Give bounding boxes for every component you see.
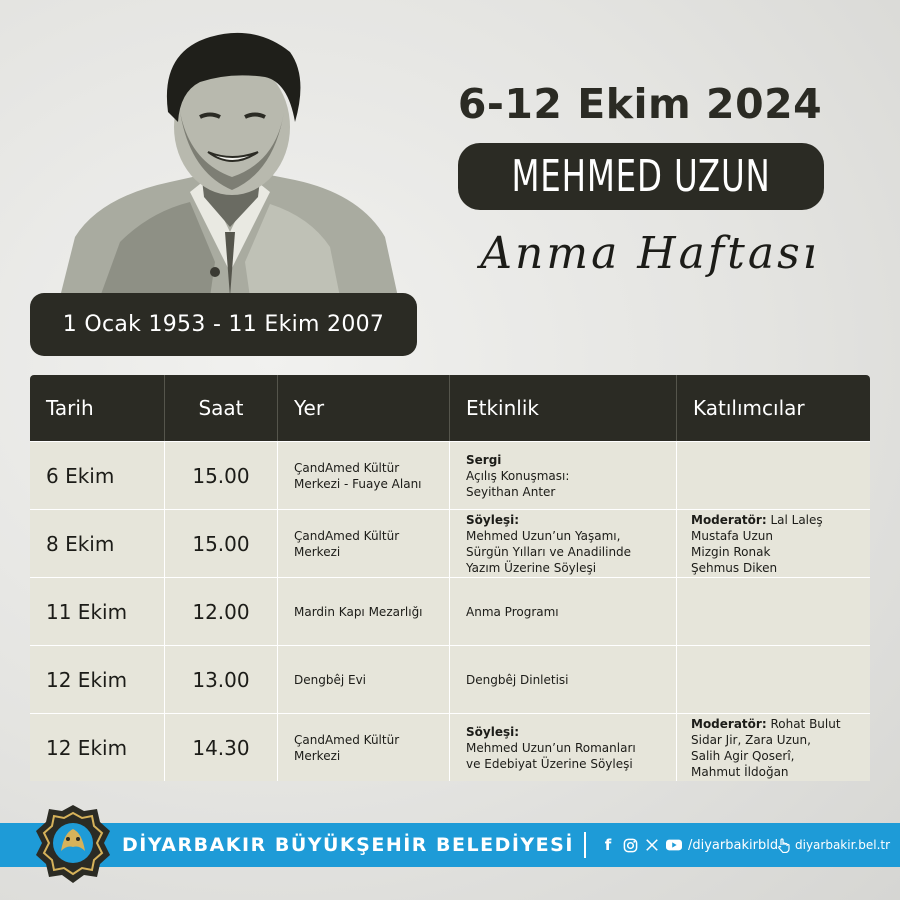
event-title: Sergi (466, 452, 502, 467)
municipality-logo-icon (34, 803, 112, 885)
facebook-icon[interactable]: f (604, 836, 612, 854)
cell-date: 8 Ekim (30, 510, 165, 577)
cell-place (278, 714, 450, 781)
website[interactable]: diyarbakir.bel.tr (795, 838, 891, 852)
cell-time: 15.00 (165, 510, 278, 577)
place-line: Merkezi - Fuaye Alanı (294, 476, 422, 491)
col-header-participants: Katılımcılar (693, 396, 805, 420)
moderator-name: Lal Laleş (766, 512, 823, 527)
cell-place (278, 510, 450, 577)
table-row (30, 577, 870, 645)
x-icon[interactable] (644, 837, 660, 853)
table-row (30, 713, 870, 781)
life-dates-pill (30, 293, 417, 356)
cell-participants (677, 442, 870, 509)
place-line: ÇandAmed Kültür (294, 460, 400, 475)
place-line: ÇandAmed Kültür (294, 528, 400, 543)
cell-time: 14.30 (165, 714, 278, 781)
place-line: Dengbêj Evi (294, 672, 367, 687)
event-line: Seyithan Anter (466, 484, 556, 499)
place-line: Merkezi (294, 544, 341, 559)
instagram-icon[interactable] (622, 837, 638, 853)
honoree-name: MEHMED UZUN (511, 151, 771, 202)
event-title: Söyleşi: (466, 724, 520, 739)
event-line: ve Edebiyat Üzerine Söyleşi (466, 756, 633, 771)
cell-event (450, 714, 677, 781)
col-header-date: Tarih (30, 375, 165, 441)
hand-pointer-icon (775, 837, 791, 853)
cell-date: 12 Ekim (30, 646, 165, 713)
cell-event (450, 442, 677, 509)
table-row (30, 441, 870, 509)
portrait-illustration (40, 22, 400, 297)
cell-time: 12.00 (165, 578, 278, 645)
cell-event (450, 510, 677, 577)
participant: Mizgin Ronak (691, 544, 771, 559)
cell-date: 6 Ekim (30, 442, 165, 509)
event-dates: 6-12 Ekim 2024 (457, 80, 823, 128)
life-dates: 1 Ocak 1953 - 11 Ekim 2007 (62, 312, 385, 337)
participant: Mustafa Uzun (691, 528, 773, 543)
website-link[interactable] (775, 823, 890, 867)
event-line: Açılış Konuşması: (466, 468, 570, 483)
participant: Mahmut İldoğan (691, 764, 789, 779)
event-line: Mehmed Uzun’un Romanları (466, 740, 636, 755)
moderator-line (691, 512, 823, 528)
footer-bar (0, 823, 900, 867)
event-line: Yazım Üzerine Söyleşi (466, 560, 597, 575)
event-line: Mehmed Uzun’un Yaşamı, (466, 528, 621, 543)
cell-participants (677, 714, 870, 781)
table-row (30, 509, 870, 577)
participant: Sidar Jir, Zara Uzun, (691, 732, 811, 747)
cell-participants (677, 578, 870, 645)
col-header-event: Etkinlik (450, 375, 677, 441)
col-header-place: Yer (278, 375, 450, 441)
moderator-line (691, 716, 841, 732)
cell-time: 13.00 (165, 646, 278, 713)
cell-place (278, 578, 450, 645)
subtitle-script: Anma Haftası (480, 228, 820, 279)
place-line: ÇandAmed Kültür (294, 732, 400, 747)
cell-date: 11 Ekim (30, 578, 165, 645)
program-table (30, 375, 870, 781)
event-line: Anma Programı (466, 604, 559, 619)
table-header (30, 375, 870, 441)
footer-divider (584, 832, 586, 858)
moderator-label: Moderatör: (691, 512, 767, 527)
cell-event (450, 646, 677, 713)
cell-participants (677, 646, 870, 713)
place-line: Merkezi (294, 748, 341, 763)
cell-place (278, 442, 450, 509)
social-handle[interactable]: /diyarbakirbld (688, 837, 779, 853)
place-line: Mardin Kapı Mezarlığı (294, 604, 423, 619)
col-header-time: Saat (165, 375, 278, 441)
table-row (30, 645, 870, 713)
cell-event (450, 578, 677, 645)
participant: Şehmus Diken (691, 560, 778, 575)
cell-place (278, 646, 450, 713)
name-pill (458, 143, 824, 210)
moderator-name: Rohat Bulut (766, 716, 841, 731)
social-links (600, 823, 778, 867)
event-line: Sürgün Yılları ve Anadilinde (466, 544, 632, 559)
participant: Salih Agir Qoserî, (691, 748, 795, 763)
cell-date: 12 Ekim (30, 714, 165, 781)
youtube-icon[interactable] (666, 837, 682, 853)
event-line: Dengbêj Dinletisi (466, 672, 569, 687)
cell-time: 15.00 (165, 442, 278, 509)
moderator-label: Moderatör: (691, 716, 767, 731)
event-title: Söyleşi: (466, 512, 520, 527)
organization-name: DİYARBAKIR BÜYÜKŞEHİR BELEDİYESİ (122, 834, 574, 856)
cell-participants (677, 510, 870, 577)
